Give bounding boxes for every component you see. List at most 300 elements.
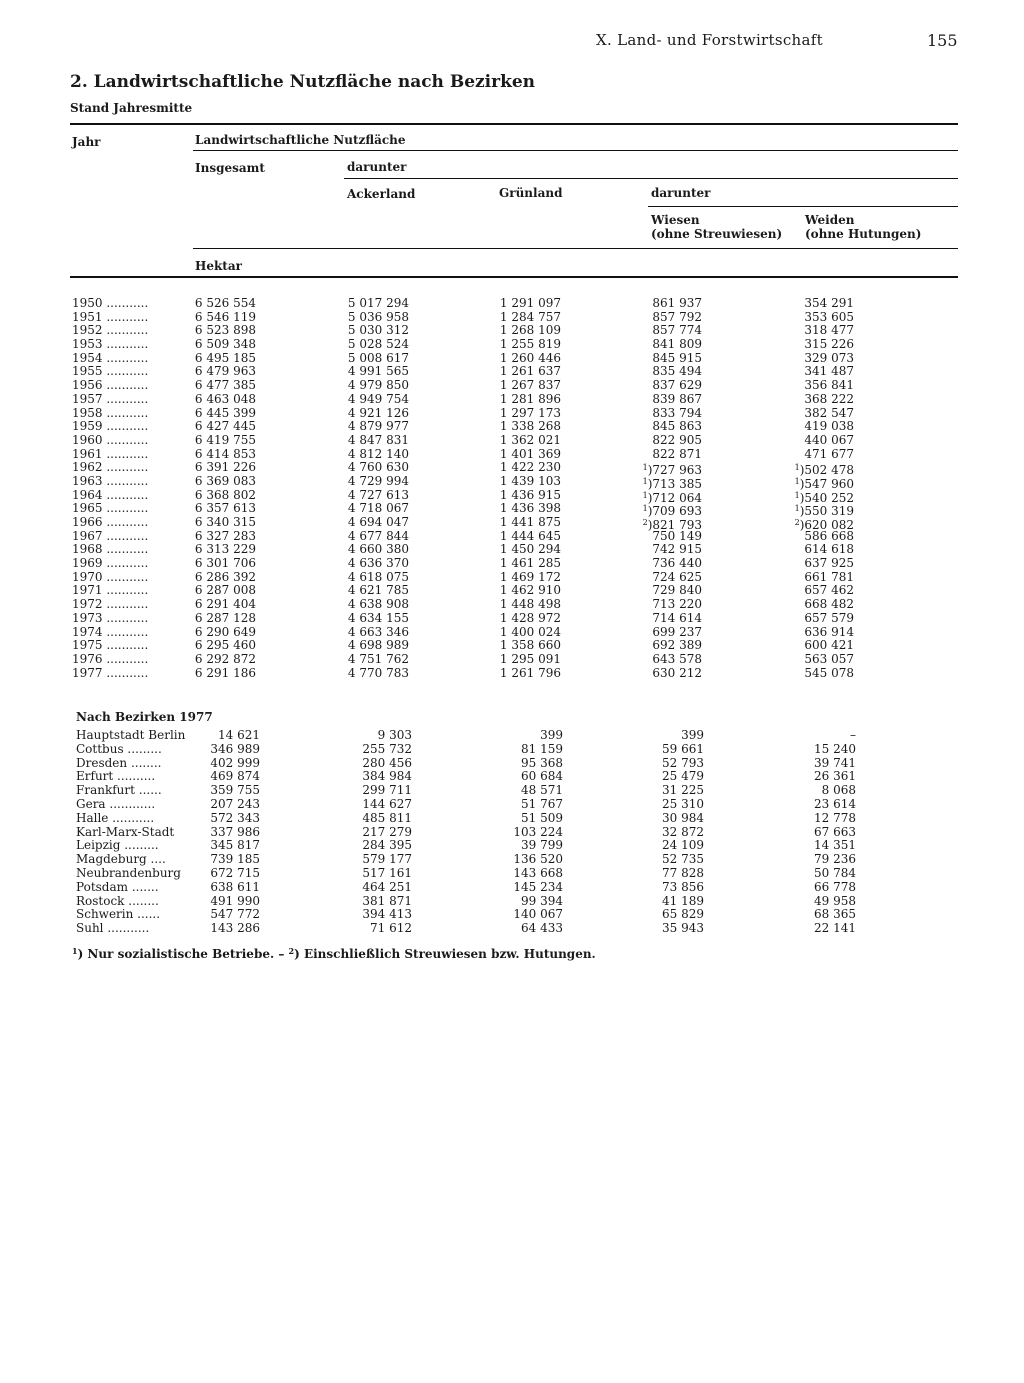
row-label: Frankfurt ......: [76, 783, 162, 798]
cell-value: 540 252: [804, 490, 854, 505]
cell-ackerland: [348, 571, 409, 585]
cell-insgesamt: [195, 598, 256, 612]
cell-wiesen: [652, 653, 702, 667]
col-header-insgesamt: Insgesamt: [195, 161, 265, 175]
col-header-jahr: Jahr: [72, 135, 101, 149]
cell-value: 821 793: [652, 518, 702, 532]
cell-gruenland: [500, 571, 561, 585]
cell-value: 41 189: [662, 893, 704, 908]
cell-weiden: [804, 448, 854, 462]
footnote-marker: 1: [642, 463, 648, 473]
row-label: 1953 ...........: [72, 337, 149, 352]
table-row-year: [0, 352, 1024, 366]
cell-value: 6 286 392: [194, 569, 256, 584]
cell-value: 857 774: [652, 323, 702, 338]
row-label: 1959 ...........: [72, 419, 149, 434]
cell-value: 4 718 067: [347, 501, 409, 516]
row-label: 1973 ...........: [72, 610, 149, 625]
cell-value: 51 767: [521, 796, 563, 811]
cell-ackerland: [348, 461, 409, 475]
table-row-year: [0, 475, 1024, 489]
cell-ackerland: [348, 557, 409, 571]
cell-value: 709 693: [652, 504, 702, 519]
cell-weiden: [804, 420, 854, 434]
cell-wiesen: $^1$)712 064: [642, 490, 702, 505]
cell-weiden: [814, 881, 856, 895]
cell-value: 712 064: [652, 490, 702, 505]
row-label: 1963 ...........: [72, 473, 149, 488]
cell-value: 6 313 229: [194, 542, 256, 557]
cell-weiden: [804, 598, 854, 612]
cell-gruenland: [521, 798, 563, 812]
cell-value: 60 684: [521, 769, 563, 784]
cell-value: 586 668: [804, 528, 854, 543]
cell-value: 382 547: [804, 405, 854, 420]
cell-value: 750 149: [652, 528, 702, 543]
row-label: Rostock ........: [76, 893, 159, 908]
cell-ackerland: [348, 297, 409, 311]
cell-gruenland: [500, 365, 561, 379]
cell-value: 5 028 524: [347, 337, 409, 352]
table-row-year: [0, 584, 1024, 598]
cell-wiesen: [662, 784, 704, 798]
cell-value: 4 921 126: [347, 405, 409, 420]
table-row-district: [0, 853, 1024, 867]
cell-insgesamt: [195, 667, 256, 681]
cell-value: 1 358 660: [499, 638, 561, 653]
header-rule-bottom: [70, 276, 958, 278]
cell-value: 4 621 785: [347, 583, 409, 598]
table-title: 2. Landwirtschaftliche Nutzfläche nach Bezirken: [70, 72, 536, 92]
cell-value: 6 327 283: [194, 528, 256, 543]
cell-wiesen: [662, 826, 704, 840]
footnote-marker: 1: [642, 504, 648, 514]
cell-value: 1 448 498: [499, 597, 561, 612]
cell-value: 6 526 554: [194, 296, 256, 310]
table-row-year: [0, 338, 1024, 352]
cell-weiden: [804, 407, 854, 421]
cell-insgesamt: [195, 365, 256, 379]
cell-value: 59 661: [662, 741, 704, 756]
footnote-text-2: ) Einschließlich Streuwiesen bzw. Hutungen.: [294, 947, 596, 961]
cell-value: 79 236: [814, 852, 856, 867]
cell-value: 299 711: [362, 783, 412, 798]
cell-value: 8 068: [821, 783, 856, 798]
header-rule-group: [193, 150, 958, 151]
cell-value: 835 494: [652, 364, 702, 379]
col-header-weiden: [805, 213, 921, 241]
cell-insgesamt: [195, 543, 256, 557]
header-rule-darunter: [344, 178, 958, 179]
cell-insgesamt: [195, 311, 256, 325]
cell-ackerland: [348, 434, 409, 448]
cell-weiden: [804, 311, 854, 325]
cell-value: 727 963: [652, 463, 702, 478]
cell-value: 4 634 155: [347, 610, 409, 625]
cell-value: 95 368: [521, 755, 563, 770]
header-rule-unit: [193, 248, 958, 249]
cell-value: 143 286: [210, 921, 260, 936]
cell-value: 1 295 091: [499, 651, 561, 666]
cell-ackerland: [348, 639, 409, 653]
cell-gruenland: [500, 448, 561, 462]
cell-value: 1 461 285: [499, 556, 561, 571]
cell-insgesamt: [195, 434, 256, 448]
cell-value: 24 109: [662, 838, 704, 853]
cell-ackerland: [362, 839, 412, 853]
row-label: Hauptstadt Berlin: [76, 728, 186, 742]
cell-ackerland: [378, 729, 412, 743]
cell-weiden: [814, 770, 856, 784]
cell-value: 354 291: [804, 296, 854, 310]
cell-wiesen: [652, 393, 702, 407]
cell-gruenland: [521, 812, 563, 826]
cell-wiesen: [662, 743, 704, 757]
cell-value: 64 433: [521, 921, 563, 936]
table-row-year: [0, 365, 1024, 379]
table-row-district: [0, 839, 1024, 853]
footnote-marker: 1: [794, 476, 800, 486]
cell-ackerland: [362, 784, 412, 798]
wiesen-line2: (ohne Streuwiesen): [651, 227, 783, 241]
cell-value: 485 811: [362, 810, 412, 825]
cell-value: 71 612: [370, 921, 412, 936]
row-label: Leipzig .........: [76, 838, 159, 853]
cell-value: 614 618: [804, 542, 854, 557]
cell-insgesamt: [195, 379, 256, 393]
cell-value: 51 509: [521, 810, 563, 825]
cell-ackerland: [370, 922, 412, 936]
cell-value: 35 943: [662, 921, 704, 936]
cell-insgesamt: [195, 516, 256, 530]
cell-value: 724 625: [652, 569, 702, 584]
cell-value: 99 394: [521, 893, 563, 908]
table-row-year: [0, 393, 1024, 407]
table-row-year: [0, 297, 1024, 311]
cell-value: 4 760 630: [347, 460, 409, 475]
col-header-wiesen: [651, 213, 782, 241]
cell-gruenland: [500, 543, 561, 557]
cell-value: 368 222: [804, 391, 854, 406]
cell-weiden: [814, 743, 856, 757]
cell-value: 1 462 910: [499, 583, 561, 598]
cell-value: 4 751 762: [347, 651, 409, 666]
cell-value: 4 694 047: [347, 515, 409, 529]
cell-value: 280 456: [362, 755, 412, 770]
cell-weiden: [804, 557, 854, 571]
row-label: 1954 ...........: [72, 350, 149, 365]
cell-value: 1 281 896: [499, 391, 561, 406]
cell-wiesen: [652, 365, 702, 379]
cell-value: 1 362 021: [499, 432, 561, 447]
cell-value: 713 385: [652, 476, 702, 491]
cell-value: 837 629: [652, 378, 702, 393]
table-row-year: [0, 407, 1024, 421]
cell-value: 550 319: [804, 504, 854, 519]
cell-insgesamt: [210, 922, 260, 936]
row-label: 1955 ...........: [72, 364, 149, 379]
cell-value: 394 413: [362, 907, 412, 922]
cell-value: 341 487: [804, 364, 854, 379]
cell-value: 5 008 617: [347, 350, 409, 365]
cell-value: 4 638 908: [347, 597, 409, 612]
cell-wiesen: [652, 612, 702, 626]
cell-value: 6 427 445: [194, 419, 256, 434]
cell-value: 145 234: [513, 879, 563, 894]
cell-weiden: [804, 393, 854, 407]
cell-wiesen: [662, 770, 704, 784]
table-row-district: [0, 881, 1024, 895]
cell-ackerland: [348, 530, 409, 544]
cell-insgesamt: [210, 798, 260, 812]
cell-insgesamt: [195, 407, 256, 421]
cell-value: 6 479 963: [194, 364, 256, 379]
cell-gruenland: [513, 826, 563, 840]
cell-weiden: [804, 653, 854, 667]
cell-ackerland: [348, 311, 409, 325]
cell-wiesen: [652, 530, 702, 544]
cell-value: 6 301 706: [194, 556, 256, 571]
row-label: Karl-Marx-Stadt: [76, 824, 175, 839]
cell-weiden: [814, 867, 856, 881]
cell-value: 346 989: [210, 741, 260, 756]
cell-weiden: [814, 757, 856, 771]
cell-value: 4 729 994: [347, 473, 409, 488]
row-label: Neubrandenburg: [76, 865, 181, 880]
cell-value: 353 605: [804, 309, 854, 324]
cell-value: 1 441 875: [499, 515, 561, 529]
cell-insgesamt: [195, 530, 256, 544]
section-title-bezirke: Nach Bezirken 1977: [76, 710, 213, 724]
cell-value: 657 462: [804, 583, 854, 598]
cell-value: 471 677: [804, 446, 854, 461]
row-label: 1974 ...........: [72, 624, 149, 639]
cell-ackerland: [348, 612, 409, 626]
cell-value: 356 841: [804, 378, 854, 393]
cell-insgesamt: [210, 908, 260, 922]
cell-value: 143 668: [513, 865, 563, 880]
cell-ackerland: [348, 584, 409, 598]
table-row-year: [0, 667, 1024, 681]
cell-value: 630 212: [652, 665, 702, 680]
cell-wiesen: [652, 557, 702, 571]
cell-weiden: [814, 908, 856, 922]
cell-value: 1 444 645: [499, 528, 561, 543]
footnote-marker: 1: [794, 504, 800, 514]
row-label: Magdeburg ....: [76, 852, 166, 867]
cell-ackerland: [348, 352, 409, 366]
cell-value: 77 828: [662, 865, 704, 880]
table-row-year: [0, 626, 1024, 640]
cell-wiesen: [652, 667, 702, 681]
cell-value: 6 369 083: [194, 473, 256, 488]
cell-wiesen: [652, 311, 702, 325]
cell-gruenland: [500, 338, 561, 352]
cell-ackerland: [362, 895, 412, 909]
cell-value: 65 829: [662, 907, 704, 922]
cell-value: 67 663: [814, 824, 856, 839]
footnote-marker: 1: [642, 490, 648, 500]
cell-value: 4 991 565: [347, 364, 409, 379]
cell-insgesamt: [210, 770, 260, 784]
cell-value: 15 240: [814, 741, 856, 756]
cell-value: 6 287 128: [194, 610, 256, 625]
cell-weiden: $^2$)620 082: [794, 518, 854, 532]
table-row-district: [0, 798, 1024, 812]
footnote: [72, 946, 596, 961]
col-header-darunter-gruenland: darunter: [651, 186, 711, 200]
cell-value: 6 287 008: [194, 583, 256, 598]
cell-value: 25 310: [662, 796, 704, 811]
cell-value: 502 478: [804, 463, 854, 478]
row-label: 1967 ...........: [72, 528, 149, 543]
cell-weiden: $^1$)502 478: [794, 463, 854, 478]
cell-value: 52 735: [662, 852, 704, 867]
table-row-year: [0, 543, 1024, 557]
footnote-marker: 1: [642, 476, 648, 486]
cell-value: 1 428 972: [499, 610, 561, 625]
cell-value: 6 477 385: [194, 378, 256, 393]
cell-ackerland: [348, 393, 409, 407]
cell-value: 284 395: [362, 838, 412, 853]
row-label: Cottbus .........: [76, 741, 162, 756]
cell-ackerland: [348, 516, 409, 530]
cell-ackerland: [348, 338, 409, 352]
cell-value: 4 949 754: [347, 391, 409, 406]
cell-insgesamt: [195, 626, 256, 640]
cell-wiesen: $^1$)713 385: [642, 476, 702, 491]
cell-value: 572 343: [210, 810, 260, 825]
table-row-year: [0, 557, 1024, 571]
weiden-line1: Weiden: [805, 213, 855, 227]
cell-value: 419 038: [804, 419, 854, 434]
cell-wiesen: [662, 895, 704, 909]
cell-weiden: [804, 667, 854, 681]
cell-gruenland: [500, 407, 561, 421]
cell-weiden: [814, 812, 856, 826]
cell-value: 6 509 348: [194, 337, 256, 352]
cell-value: 563 057: [804, 651, 854, 666]
cell-value: 4 770 783: [347, 665, 409, 680]
cell-wiesen: [652, 571, 702, 585]
cell-ackerland: [362, 812, 412, 826]
cell-value: 9 303: [377, 728, 412, 742]
cell-value: 31 225: [662, 783, 704, 798]
cell-value: 469 874: [210, 769, 260, 784]
cell-weiden: [804, 639, 854, 653]
cell-value: 14 351: [814, 838, 856, 853]
cell-value: 464 251: [362, 879, 412, 894]
cell-value: 1 338 268: [499, 419, 561, 434]
cell-value: 1 267 837: [499, 378, 561, 393]
cell-value: 713 220: [652, 597, 702, 612]
cell-insgesamt: [195, 420, 256, 434]
cell-value: 359 755: [210, 783, 260, 798]
cell-weiden: [804, 543, 854, 557]
cell-value: 50 784: [814, 865, 856, 880]
table-row-year: [0, 653, 1024, 667]
cell-value: 1 400 024: [499, 624, 561, 639]
cell-weiden: [814, 853, 856, 867]
cell-gruenland: [513, 881, 563, 895]
cell-weiden: [804, 612, 854, 626]
cell-ackerland: [362, 757, 412, 771]
cell-value: 5 017 294: [347, 296, 409, 310]
row-label: 1956 ...........: [72, 378, 149, 393]
cell-insgesamt: [195, 338, 256, 352]
row-label: 1977 ...........: [72, 665, 149, 680]
cell-value: 1 436 915: [499, 487, 561, 502]
cell-value: 4 663 346: [347, 624, 409, 639]
cell-insgesamt: [210, 867, 260, 881]
cell-insgesamt: [210, 881, 260, 895]
cell-value: 440 067: [804, 432, 854, 447]
row-label: 1975 ...........: [72, 638, 149, 653]
cell-value: 26 361: [814, 769, 856, 784]
cell-value: 144 627: [362, 796, 412, 811]
cell-value: 52 793: [662, 755, 704, 770]
cell-value: 1 268 109: [499, 323, 561, 338]
cell-value: 4 677 844: [347, 528, 409, 543]
cell-gruenland: [500, 530, 561, 544]
cell-insgesamt: [195, 489, 256, 503]
cell-value: –: [850, 728, 856, 742]
cell-wiesen: [662, 839, 704, 853]
cell-value: 140 067: [513, 907, 563, 922]
cell-gruenland: [500, 297, 561, 311]
cell-ackerland: [348, 502, 409, 516]
cell-weiden: [850, 729, 856, 743]
row-label: 1960 ...........: [72, 432, 149, 447]
cell-value: 636 914: [804, 624, 854, 639]
cell-value: 39 741: [814, 755, 856, 770]
cell-ackerland: [348, 543, 409, 557]
cell-value: 399: [540, 728, 563, 742]
cell-ackerland: [348, 365, 409, 379]
cell-wiesen: [662, 922, 704, 936]
cell-value: 4 660 380: [347, 542, 409, 557]
row-label: 1969 ...........: [72, 556, 149, 571]
cell-gruenland: [540, 729, 563, 743]
footnote-marker-2: 2: [288, 946, 295, 956]
row-label: 1968 ...........: [72, 542, 149, 557]
cell-insgesamt: [195, 639, 256, 653]
cell-insgesamt: [195, 461, 256, 475]
footnote-marker: 1: [794, 490, 800, 500]
cell-insgesamt: [210, 895, 260, 909]
cell-value: 857 792: [652, 309, 702, 324]
footnote-marker: 2: [794, 518, 800, 527]
cell-gruenland: [500, 311, 561, 325]
cell-value: 822 905: [652, 432, 702, 447]
cell-value: 839 867: [652, 391, 702, 406]
cell-gruenland: [521, 757, 563, 771]
row-label: 1962 ...........: [72, 460, 149, 475]
row-label: 1957 ...........: [72, 391, 149, 406]
cell-ackerland: [362, 908, 412, 922]
year-rows: [0, 297, 1024, 680]
page-number: 155: [927, 31, 958, 50]
cell-value: 1 291 097: [499, 296, 561, 310]
cell-ackerland: [348, 489, 409, 503]
row-label: 1958 ...........: [72, 405, 149, 420]
row-label: Gera ............: [76, 796, 156, 811]
cell-value: 329 073: [804, 350, 854, 365]
row-label: 1951 ...........: [72, 309, 149, 324]
cell-value: 5 036 958: [347, 309, 409, 324]
cell-value: 25 479: [662, 769, 704, 784]
cell-gruenland: [500, 324, 561, 338]
